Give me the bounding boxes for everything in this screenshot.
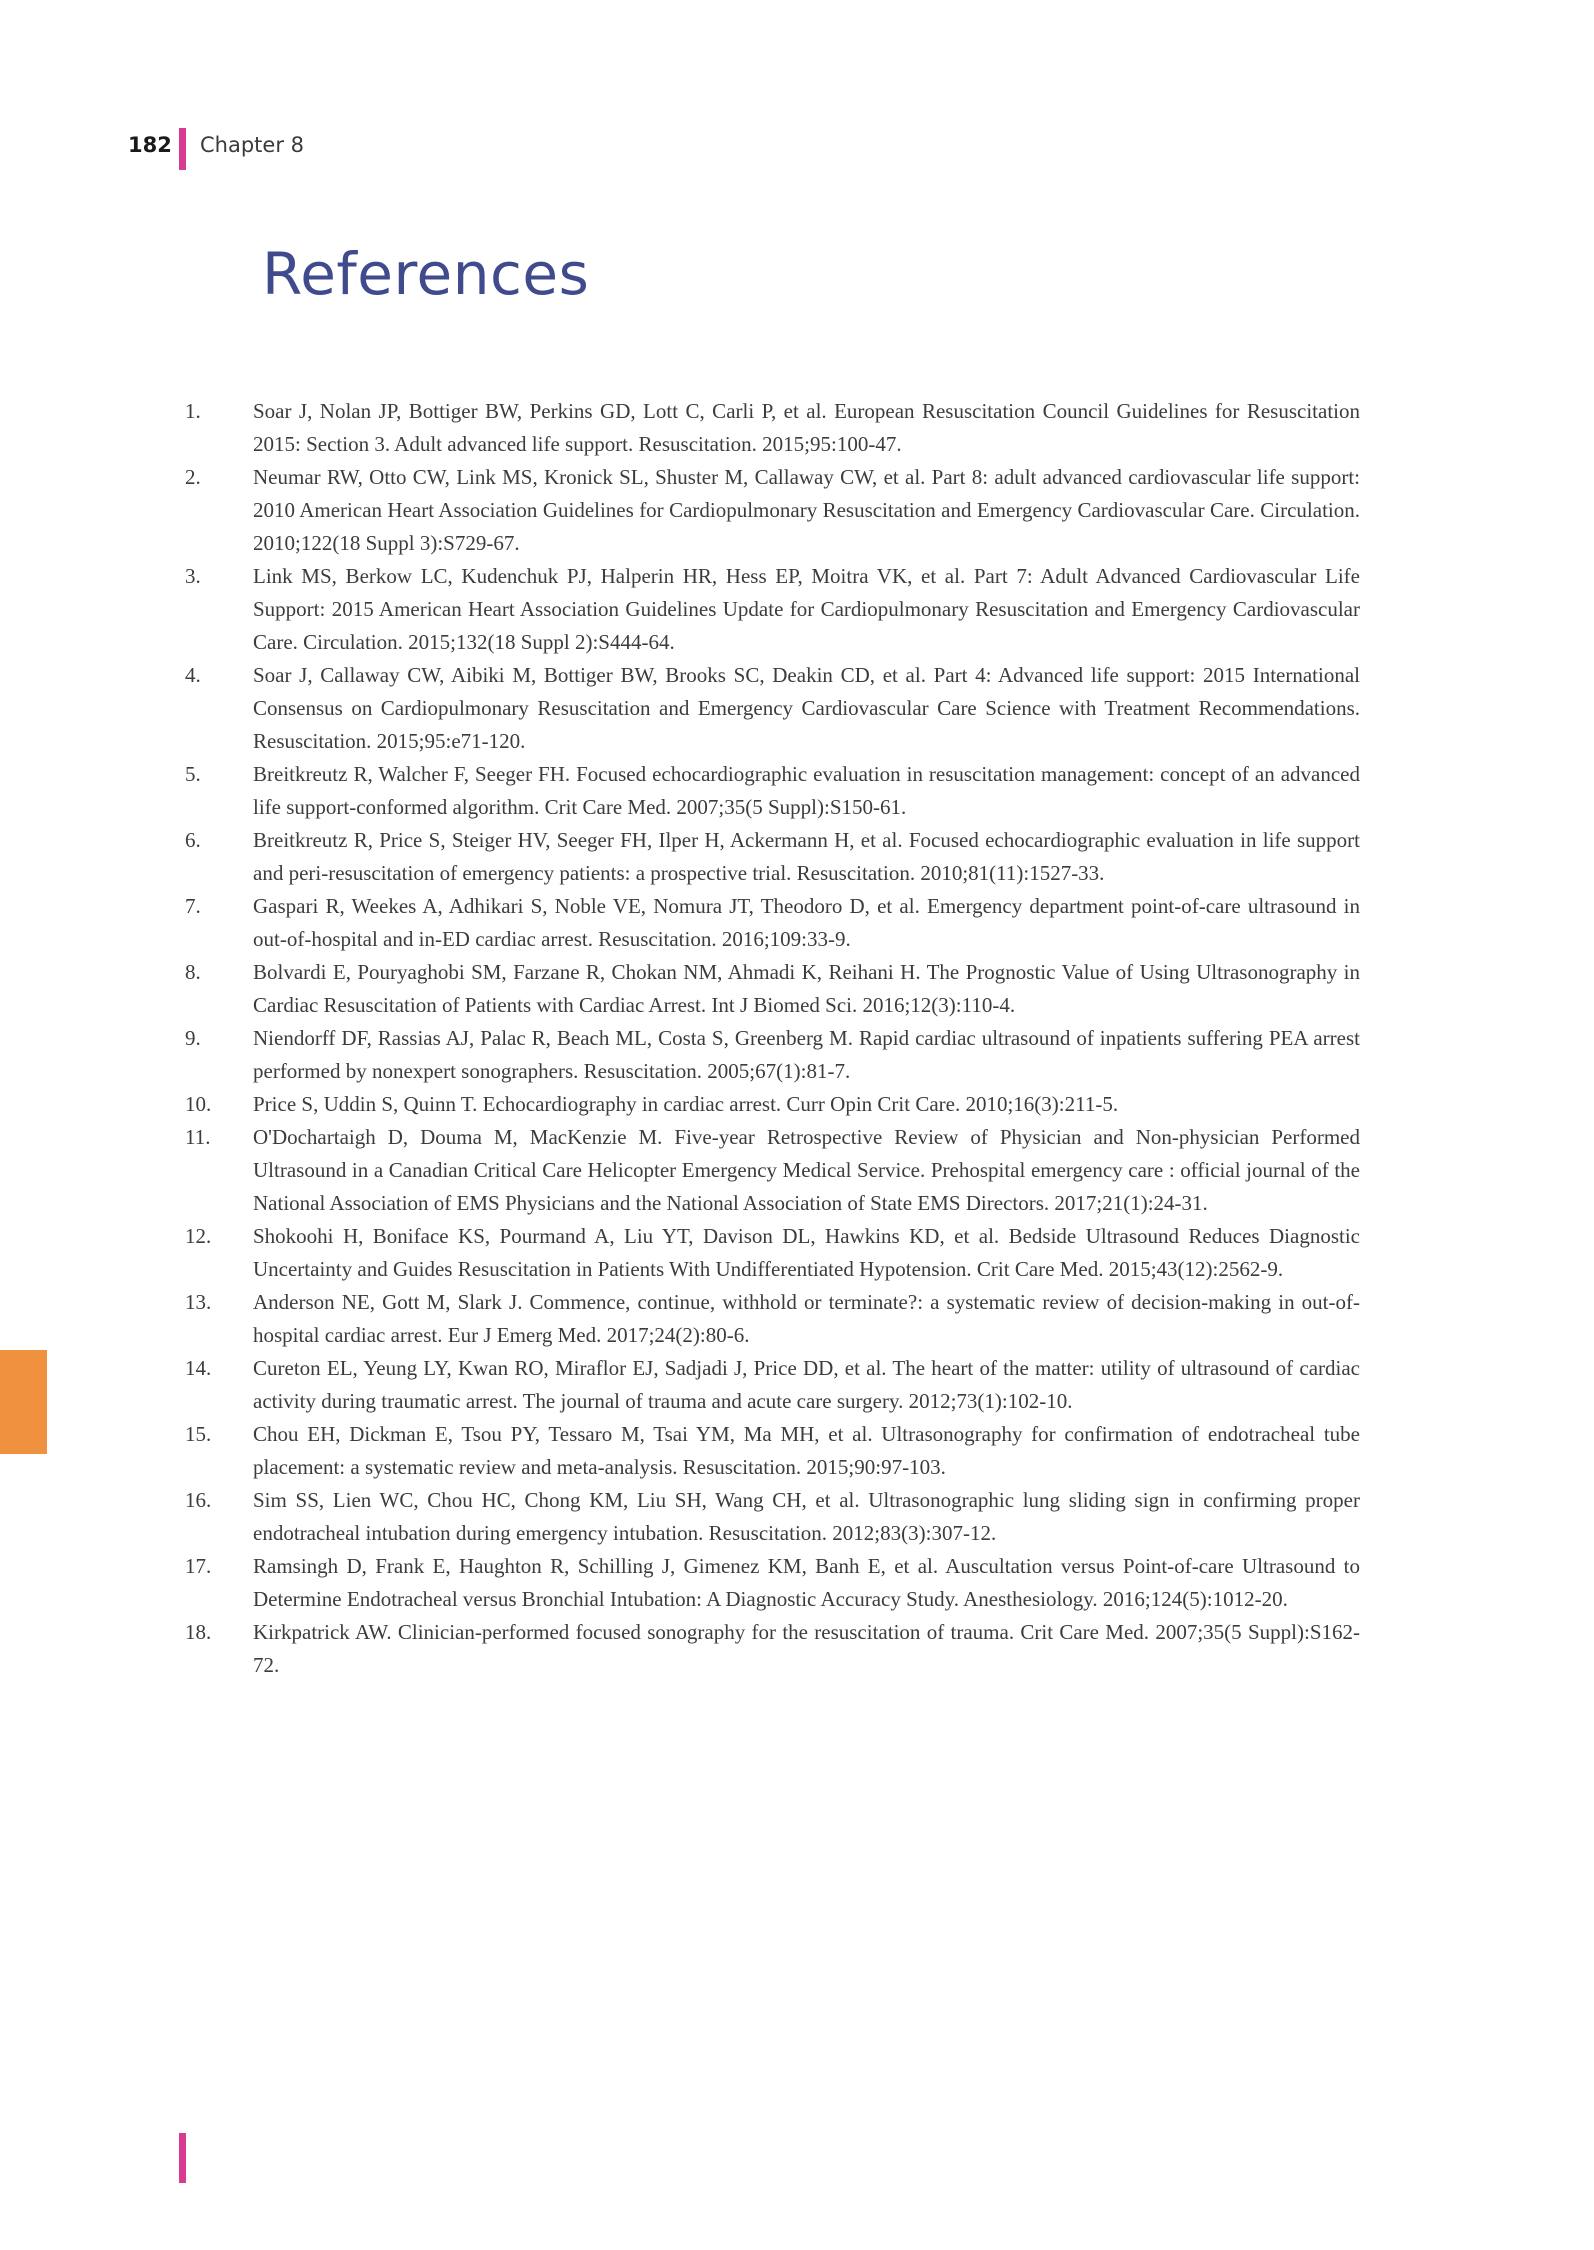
reference-item [185, 890, 1360, 956]
reference-text: Ramsingh D, Frank E, Haughton R, Schilling J, Gimenez KM, Banh E, et al. Auscultation versus Point-of-care Ultrasound to Determine Endotracheal versus Bronchial Intubation: A Diagnostic Accuracy Study. Anesthesiology. 2016;124(5):1012-20. [253, 1554, 1360, 1611]
reference-text: Soar J, Nolan JP, Bottiger BW, Perkins GD, Lott C, Carli P, et al. European Resuscitation Council Guidelines for Resuscitation 2015: Section 3. Adult advanced life support. Resuscitation. 2015;95:100-47. [253, 399, 1360, 456]
reference-item [185, 560, 1360, 659]
reference-item [185, 1286, 1360, 1352]
reference-item [185, 956, 1360, 1022]
reference-item [185, 824, 1360, 890]
reference-number: 10. [185, 1092, 212, 1116]
reference-item [185, 1616, 1360, 1682]
reference-item [185, 1088, 1360, 1121]
reference-text: O'Dochartaigh D, Douma M, MacKenzie M. Five-year Retrospective Review of Physician and Non-physician Performed Ultrasound in a Canadian Critical Care Helicopter Emergency Medical Service. Prehospital emergency care : official journal of the National Association of EMS Physicians and the National Association of State EMS Directors. 2017;21(1):24-31. [253, 1125, 1360, 1215]
reference-number: 8. [185, 960, 201, 984]
reference-number: 18. [185, 1620, 212, 1644]
page-number: 182 [128, 133, 172, 157]
chapter-label: Chapter 8 [200, 133, 304, 157]
reference-text: Price S, Uddin S, Quinn T. Echocardiography in cardiac arrest. Curr Opin Crit Care. 2010;16(3):211-5. [253, 1092, 1119, 1116]
reference-text: Sim SS, Lien WC, Chou HC, Chong KM, Liu SH, Wang CH, et al. Ultrasonographic lung sliding sign in confirming proper endotracheal intubation during emergency intubation. Resuscitation. 2012;83(3):307-12. [253, 1488, 1360, 1545]
reference-item [185, 395, 1360, 461]
footer-accent-bar [179, 2133, 186, 2183]
reference-number: 7. [185, 894, 201, 918]
reference-number: 14. [185, 1356, 212, 1380]
reference-number: 1. [185, 399, 201, 423]
reference-text: Cureton EL, Yeung LY, Kwan RO, Miraflor EJ, Sadjadi J, Price DD, et al. The heart of the matter: utility of ultrasound of cardiac activity during traumatic arrest. The journal of trauma and acute care surgery. 2012;73(1):102-10. [253, 1356, 1360, 1413]
reference-number: 15. [185, 1422, 212, 1446]
reference-item [185, 1220, 1360, 1286]
reference-text: Bolvardi E, Pouryaghobi SM, Farzane R, Chokan NM, Ahmadi K, Reihani H. The Prognostic Value of Using Ultrasonography in Cardiac Resuscitation of Patients with Cardiac Arrest. Int J Biomed Sci. 2016;12(3):110-4. [253, 960, 1360, 1017]
page-title: References [262, 240, 590, 308]
reference-text: Chou EH, Dickman E, Tsou PY, Tessaro M, Tsai YM, Ma MH, et al. Ultrasonography for confirmation of endotracheal tube placement: a systematic review and meta-analysis. Resuscitation. 2015;90:97-103. [253, 1422, 1360, 1479]
reference-text: Neumar RW, Otto CW, Link MS, Kronick SL, Shuster M, Callaway CW, et al. Part 8: adult advanced cardiovascular life support: 2010 American Heart Association Guidelines for Cardiopulmonary Resuscitation and Emergency Cardiovascular Care. Circulation. 2010;122(18 Suppl 3):S729-67. [253, 465, 1360, 555]
reference-number: 4. [185, 663, 201, 687]
reference-item [185, 1550, 1360, 1616]
reference-text: Kirkpatrick AW. Clinician-performed focused sonography for the resuscitation of trauma. Crit Care Med. 2007;35(5 Suppl):S162-72. [253, 1620, 1360, 1677]
reference-text: Gaspari R, Weekes A, Adhikari S, Noble VE, Nomura JT, Theodoro D, et al. Emergency department point-of-care ultrasound in out-of-hospital and in-ED cardiac arrest. Resuscitation. 2016;109:33-9. [253, 894, 1360, 951]
reference-text: Niendorff DF, Rassias AJ, Palac R, Beach ML, Costa S, Greenberg M. Rapid cardiac ultrasound of inpatients suffering PEA arrest performed by nonexpert sonographers. Resuscitation. 2005;67(1):81-7. [253, 1026, 1360, 1083]
reference-item [185, 1484, 1360, 1550]
chapter-side-tab [0, 1350, 47, 1454]
reference-number: 2. [185, 465, 201, 489]
reference-item [185, 1022, 1360, 1088]
reference-number: 16. [185, 1488, 212, 1512]
reference-number: 6. [185, 828, 201, 852]
reference-number: 9. [185, 1026, 201, 1050]
reference-text: Breitkreutz R, Walcher F, Seeger FH. Focused echocardiographic evaluation in resuscitation management: concept of an advanced life support-conformed algorithm. Crit Care Med. 2007;35(5 Suppl):S150-61. [253, 762, 1360, 819]
reference-item [185, 758, 1360, 824]
reference-item [185, 1352, 1360, 1418]
reference-item [185, 1121, 1360, 1220]
reference-number: 5. [185, 762, 201, 786]
reference-number: 12. [185, 1224, 212, 1248]
reference-text: Shokoohi H, Boniface KS, Pourmand A, Liu YT, Davison DL, Hawkins KD, et al. Bedside Ultrasound Reduces Diagnostic Uncertainty and Guides Resuscitation in Patients With Undifferentiated Hypotension. Crit Care Med. 2015;43(12):2562-9. [253, 1224, 1360, 1281]
reference-list [185, 395, 1360, 1682]
reference-item [185, 1418, 1360, 1484]
reference-text: Soar J, Callaway CW, Aibiki M, Bottiger BW, Brooks SC, Deakin CD, et al. Part 4: Advanced life support: 2015 International Consensus on Cardiopulmonary Resuscitation and Emergency Cardiovascular Care Science with Treatment Recommendations. Resuscitation. 2015;95:e71-120. [253, 663, 1360, 753]
reference-text: Breitkreutz R, Price S, Steiger HV, Seeger FH, Ilper H, Ackermann H, et al. Focused echocardiographic evaluation in life support and peri-resuscitation of emergency patients: a prospective trial. Resuscitation. 2010;81(11):1527-33. [253, 828, 1360, 885]
reference-item [185, 659, 1360, 758]
reference-text: Link MS, Berkow LC, Kudenchuk PJ, Halperin HR, Hess EP, Moitra VK, et al. Part 7: Adult Advanced Cardiovascular Life Support: 2015 American Heart Association Guidelines Update for Cardiopulmonary Resuscitation and Emergency Cardiovascular Care. Circulation. 2015;132(18 Suppl 2):S444-64. [253, 564, 1360, 654]
reference-text: Anderson NE, Gott M, Slark J. Commence, continue, withhold or terminate?: a systematic review of decision-making in out-of-hospital cardiac arrest. Eur J Emerg Med. 2017;24(2):80-6. [253, 1290, 1360, 1347]
reference-number: 17. [185, 1554, 212, 1578]
reference-number: 3. [185, 564, 201, 588]
reference-item [185, 461, 1360, 560]
header-accent-bar [179, 128, 186, 170]
reference-number: 11. [185, 1125, 211, 1149]
reference-number: 13. [185, 1290, 212, 1314]
